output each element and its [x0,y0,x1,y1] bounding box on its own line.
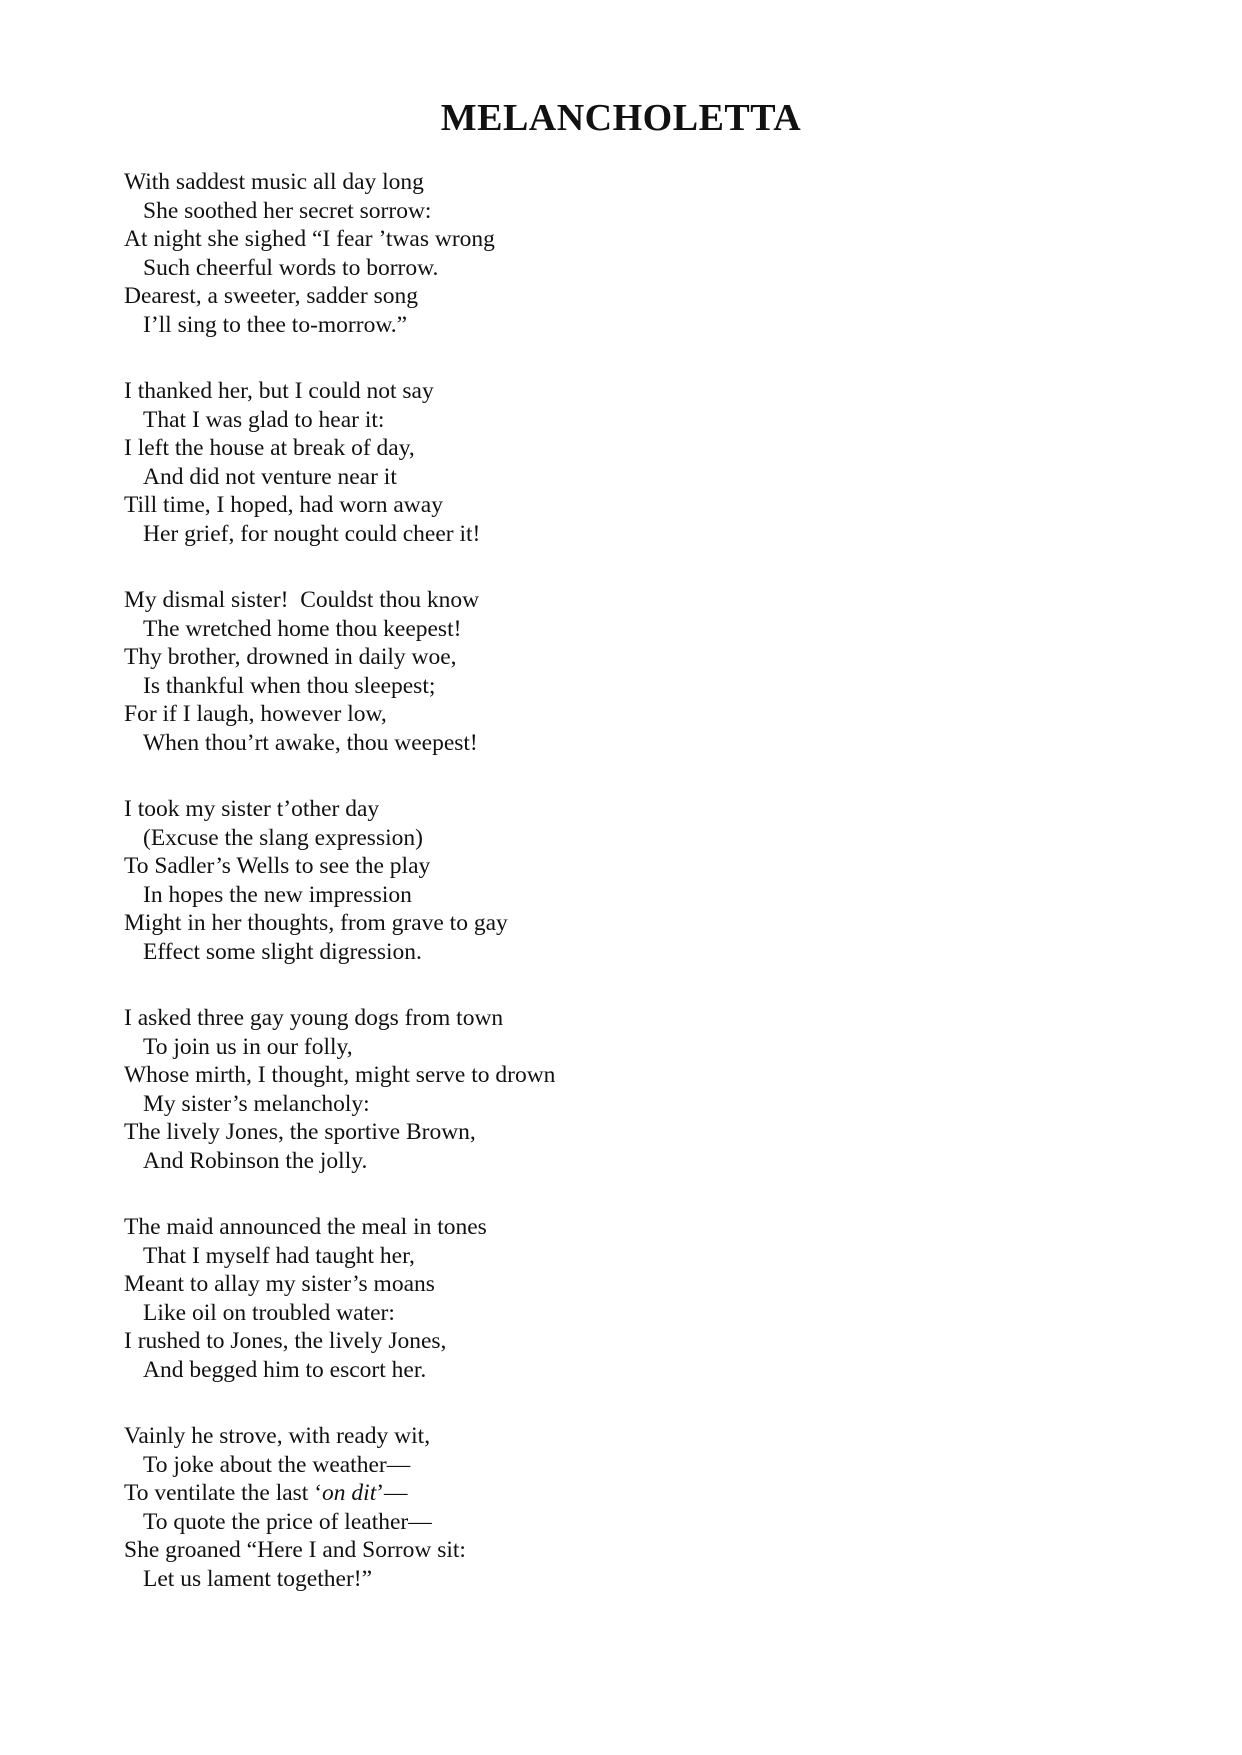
poem-line: Like oil on troubled water: [143,1299,395,1326]
poem-line: For if I laugh, however low, [124,701,387,727]
poem-line: My sister’s melancholy: [143,1090,370,1117]
poem-line: I thanked her, but I could not say [124,378,434,404]
poem-line: My dismal sister! Couldst thou know [124,587,480,613]
stanza-6 [124,1213,1024,1384]
poem-title: MELANCHOLETTA [440,97,802,139]
poem-line: Such cheerful words to borrow. [143,254,439,281]
poem-line: The maid announced the meal in tones [124,1214,487,1240]
poem-line: Whose mirth, I thought, might serve to drown [124,1062,556,1088]
poem-line: Vainly he strove, with ready wit, [124,1423,431,1449]
poem-line: The lively Jones, the sportive Brown, [124,1119,476,1145]
poem-line: Dearest, a sweeter, sadder song [124,283,418,309]
stanza-5 [124,1004,1024,1175]
poem-line: She groaned “Here I and Sorrow sit: [124,1537,466,1563]
poem-line: I took my sister t’other day [124,796,380,822]
poem-line: She soothed her secret sorrow: [143,197,432,224]
poem-line: Her grief, for nought could cheer it! [143,520,481,547]
poem-line: I rushed to Jones, the lively Jones, [124,1328,447,1354]
poem-line: Is thankful when thou sleepest; [143,672,436,699]
poem-line: And Robinson the jolly. [143,1147,368,1174]
poem-line: Effect some slight digression. [143,938,422,965]
poem-line: With saddest music all day long [124,169,424,195]
stanza-3 [124,586,1024,757]
poem-line: Thy brother, drowned in daily woe, [124,644,457,670]
poem-line: And begged him to escort her. [143,1356,427,1383]
poem-line: To Sadler’s Wells to see the play [124,853,431,879]
poem-line: At night she sighed “I fear ’twas wrong [124,226,495,252]
poem-line: Let us lament together!” [143,1565,373,1592]
italic-phrase: on dit [322,1480,377,1506]
stanza-7 [124,1422,1024,1593]
poem-line: To quote the price of leather— [143,1508,432,1535]
poem-line: The wretched home thou keepest! [143,615,462,642]
poem-line: Meant to allay my sister’s moans [124,1271,435,1297]
stanza-2 [124,377,1024,548]
poem-line: Till time, I hoped, had worn away [124,492,443,518]
poem-line: Might in her thoughts, from grave to gay [124,910,508,936]
poem-line: To join us in our folly, [143,1033,353,1060]
poem-line: And did not venture near it [143,463,397,490]
poem-line-with-italic: To ventilate the last ‘on dit’— [124,1480,408,1506]
poem-line: I left the house at break of day, [124,435,415,461]
poem-line: I’ll sing to thee to-morrow.” [143,311,408,338]
poem-line: In hopes the new impression [143,881,412,908]
poem-line: When thou’rt awake, thou weepest! [143,729,478,756]
poem-line: I asked three gay young dogs from town [124,1005,504,1031]
poem-body [124,168,1024,1631]
poem-line: That I myself had taught her, [143,1242,415,1269]
poem-line: (Excuse the slang expression) [143,824,423,851]
stanza-4 [124,795,1024,966]
poem-line: That I was glad to hear it: [143,406,385,433]
poem-line: To joke about the weather— [143,1451,411,1478]
stanza-1 [124,168,1024,339]
